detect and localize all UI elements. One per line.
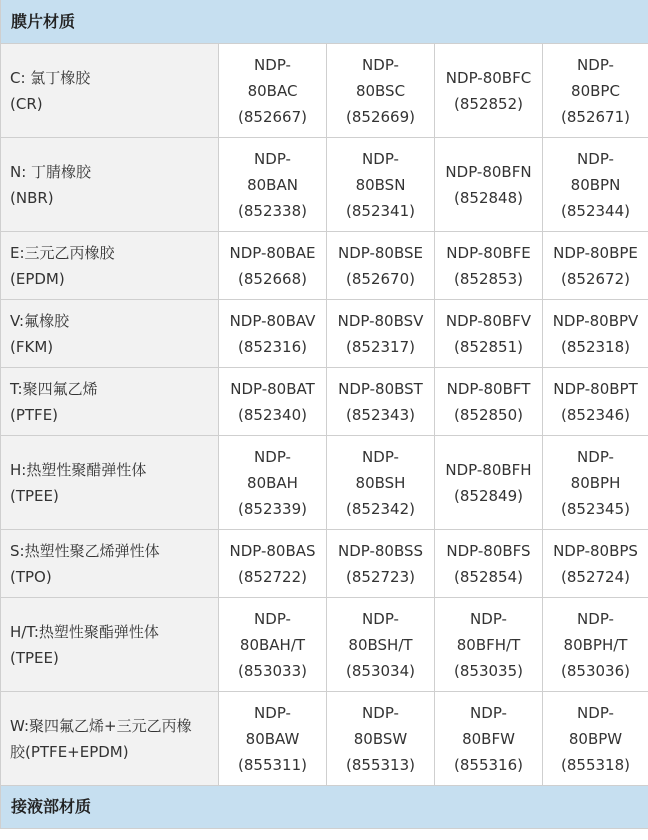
table-row [1, 368, 648, 436]
model-code-line: (852668) [238, 269, 307, 288]
material-label-line: (TPEE) [10, 486, 59, 505]
material-label-line: (EPDM) [10, 269, 65, 288]
section-title-diaphragm: 膜片材质 [1, 0, 648, 44]
model-code-line: (853035) [454, 661, 523, 680]
model-code-line: 80BFH/T [456, 635, 521, 654]
model-code-cell [435, 436, 543, 530]
model-code-line: NDP- [254, 447, 291, 466]
model-code-line: (852722) [238, 567, 307, 586]
material-label [1, 530, 219, 598]
model-code-line: (852342) [346, 499, 415, 518]
model-code-line: NDP- [362, 447, 399, 466]
model-code-cell [543, 44, 648, 138]
model-code-line: (852723) [346, 567, 415, 586]
model-code-line: (855311) [238, 755, 307, 774]
table-row [1, 530, 648, 598]
model-code-cell [327, 300, 435, 368]
model-code-line: (852849) [454, 486, 523, 505]
model-code-cell [435, 530, 543, 598]
model-code-line: NDP-80BAV [229, 311, 316, 330]
model-code-cell [219, 436, 327, 530]
model-code-line: 80BPH [570, 473, 621, 492]
model-code-line: (855318) [561, 755, 630, 774]
model-code-line: NDP-80BFH [445, 460, 532, 479]
model-code-line: (853034) [346, 661, 415, 680]
model-code-line: 80BAC [247, 81, 298, 100]
model-code-line: (852672) [561, 269, 630, 288]
model-code-cell [327, 598, 435, 692]
model-code-cell [543, 300, 648, 368]
model-code-line: 80BFW [462, 729, 515, 748]
model-code-line: (852669) [346, 107, 415, 126]
table-row [1, 598, 648, 692]
model-code-line: (852318) [561, 337, 630, 356]
model-code-line: NDP-80BPE [553, 243, 638, 262]
model-code-line: NDP- [362, 609, 399, 628]
model-code-line: 80BPH/T [563, 635, 628, 654]
model-code-line: (852316) [238, 337, 307, 356]
model-code-line: NDP-80BPV [552, 311, 639, 330]
model-code-line: (852339) [238, 499, 307, 518]
model-code-line: (855316) [454, 755, 523, 774]
material-label-line: (FKM) [10, 337, 54, 356]
material-label-line: (TPEE) [10, 648, 59, 667]
model-code-line: (852724) [561, 567, 630, 586]
model-code-line: (853033) [238, 661, 307, 680]
model-code-cell [219, 368, 327, 436]
model-code-cell [435, 232, 543, 300]
model-code-line: 80BAW [245, 729, 300, 748]
model-code-cell [219, 598, 327, 692]
material-label [1, 44, 219, 138]
model-code-line: 80BSW [353, 729, 408, 748]
model-code-line: NDP- [254, 703, 291, 722]
model-code-line: NDP-80BFS [446, 541, 531, 560]
model-code-line: NDP- [577, 149, 614, 168]
model-code-cell [327, 44, 435, 138]
model-code-line: NDP-80BPT [553, 379, 638, 398]
model-code-line: 80BPN [570, 175, 621, 194]
material-label [1, 368, 219, 436]
material-label-line: E:三元乙丙橡胶 [10, 243, 115, 262]
model-code-line: (852341) [346, 201, 415, 220]
model-code-line: (852343) [346, 405, 415, 424]
model-code-cell [435, 138, 543, 232]
model-code-line: (855313) [346, 755, 415, 774]
material-label [1, 138, 219, 232]
model-code-cell [543, 530, 648, 598]
table-row [1, 300, 648, 368]
material-label-line: (PTFE) [10, 405, 59, 424]
model-code-line: (852344) [561, 201, 630, 220]
model-code-line: NDP- [577, 703, 614, 722]
model-code-cell [327, 368, 435, 436]
model-code-line: NDP-80BPS [553, 541, 638, 560]
model-code-cell [543, 436, 648, 530]
model-code-line: NDP-80BFV [445, 311, 532, 330]
model-code-line: NDP- [254, 609, 291, 628]
material-label-line: C: 氯丁橡胶 [10, 68, 91, 87]
model-code-line: (852848) [454, 188, 523, 207]
model-code-cell [327, 530, 435, 598]
table-row [1, 138, 648, 232]
model-code-line: (852671) [561, 107, 630, 126]
model-code-line: 80BSH/T [348, 635, 413, 654]
model-code-line: NDP-80BAS [229, 541, 316, 560]
model-code-line: (852850) [454, 405, 523, 424]
material-label-line: H:热塑性聚醋弹性体 [10, 460, 147, 479]
material-label-line: 胶(PTFE+EPDM) [10, 742, 129, 761]
model-code-line: NDP-80BSE [337, 243, 423, 262]
model-code-line: NDP- [254, 149, 291, 168]
model-code-cell [327, 436, 435, 530]
model-code-line: 80BPC [571, 81, 620, 100]
model-code-cell [219, 232, 327, 300]
material-label-line: S:热塑性聚乙烯弹性体 [10, 541, 160, 560]
model-code-line: NDP- [577, 447, 614, 466]
model-code-line: NDP- [470, 609, 507, 628]
material-label-line: (NBR) [10, 188, 54, 207]
material-label-line: T:聚四氟乙烯 [10, 379, 98, 398]
model-code-line: (853036) [561, 661, 630, 680]
model-code-line: 80BAN [247, 175, 298, 194]
material-table-body [1, 0, 648, 829]
material-label [1, 436, 219, 530]
model-code-line: NDP-80BAT [230, 379, 315, 398]
model-code-cell [327, 232, 435, 300]
model-code-line: (852852) [454, 94, 523, 113]
model-code-cell [327, 692, 435, 786]
model-code-line: NDP- [254, 55, 291, 74]
material-label [1, 232, 219, 300]
model-code-cell [435, 44, 543, 138]
model-code-cell [435, 368, 543, 436]
model-code-line: (852345) [561, 499, 630, 518]
model-code-line: NDP- [362, 149, 399, 168]
model-code-cell [435, 692, 543, 786]
model-code-line: (852317) [346, 337, 415, 356]
model-code-line: NDP- [362, 55, 399, 74]
material-label-line: W:聚四氟乙烯+三元乙丙橡 [10, 716, 192, 735]
section-header-wetted [1, 786, 648, 829]
material-label [1, 300, 219, 368]
model-code-cell [543, 138, 648, 232]
model-code-line: NDP-80BST [338, 379, 423, 398]
model-code-line: 80BAH/T [239, 635, 306, 654]
model-code-line: (852851) [454, 337, 523, 356]
model-code-cell [435, 300, 543, 368]
model-code-line: NDP-80BFE [446, 243, 531, 262]
section-title-wetted: 接液部材质 [1, 786, 648, 829]
table-row [1, 232, 648, 300]
model-code-line: NDP-80BFT [446, 379, 531, 398]
model-code-cell [543, 692, 648, 786]
material-label-line: V:氟橡胶 [10, 311, 70, 330]
model-code-line: NDP-80BFC [445, 68, 532, 87]
model-code-line: (852338) [238, 201, 307, 220]
model-code-line: NDP-80BFN [445, 162, 532, 181]
model-code-line: NDP- [470, 703, 507, 722]
material-label-line: H/T:热塑性聚酯弹性体 [10, 622, 159, 641]
model-code-cell [219, 692, 327, 786]
table-row [1, 692, 648, 786]
material-label-line: N: 丁腈橡胶 [10, 162, 92, 181]
section-header-diaphragm [1, 0, 648, 44]
material-label-line: (TPO) [10, 567, 52, 586]
material-label [1, 692, 219, 786]
model-code-line: (852670) [346, 269, 415, 288]
model-code-cell [219, 300, 327, 368]
table-row [1, 44, 648, 138]
model-code-line: 80BSH [355, 473, 406, 492]
model-code-line: NDP- [362, 703, 399, 722]
model-code-cell [219, 530, 327, 598]
model-code-line: 80BPW [568, 729, 623, 748]
model-code-cell [543, 232, 648, 300]
model-code-cell [219, 44, 327, 138]
table-row [1, 436, 648, 530]
model-code-line: (852854) [454, 567, 523, 586]
model-code-line: NDP-80BAE [229, 243, 316, 262]
model-code-line: (852853) [454, 269, 523, 288]
model-code-line: (852346) [561, 405, 630, 424]
model-code-cell [219, 138, 327, 232]
model-code-cell [435, 598, 543, 692]
model-code-line: (852340) [238, 405, 307, 424]
model-code-cell [543, 368, 648, 436]
model-code-cell [543, 598, 648, 692]
model-code-line: (852667) [238, 107, 307, 126]
model-code-line: NDP- [577, 609, 614, 628]
material-label-line: (CR) [10, 94, 43, 113]
model-code-line: NDP- [577, 55, 614, 74]
model-code-line: NDP-80BSV [337, 311, 424, 330]
model-code-line: 80BAH [247, 473, 298, 492]
material-label [1, 598, 219, 692]
model-code-line: NDP-80BSS [337, 541, 424, 560]
model-code-line: 80BSN [355, 175, 406, 194]
model-code-cell [327, 138, 435, 232]
model-code-line: 80BSC [355, 81, 406, 100]
